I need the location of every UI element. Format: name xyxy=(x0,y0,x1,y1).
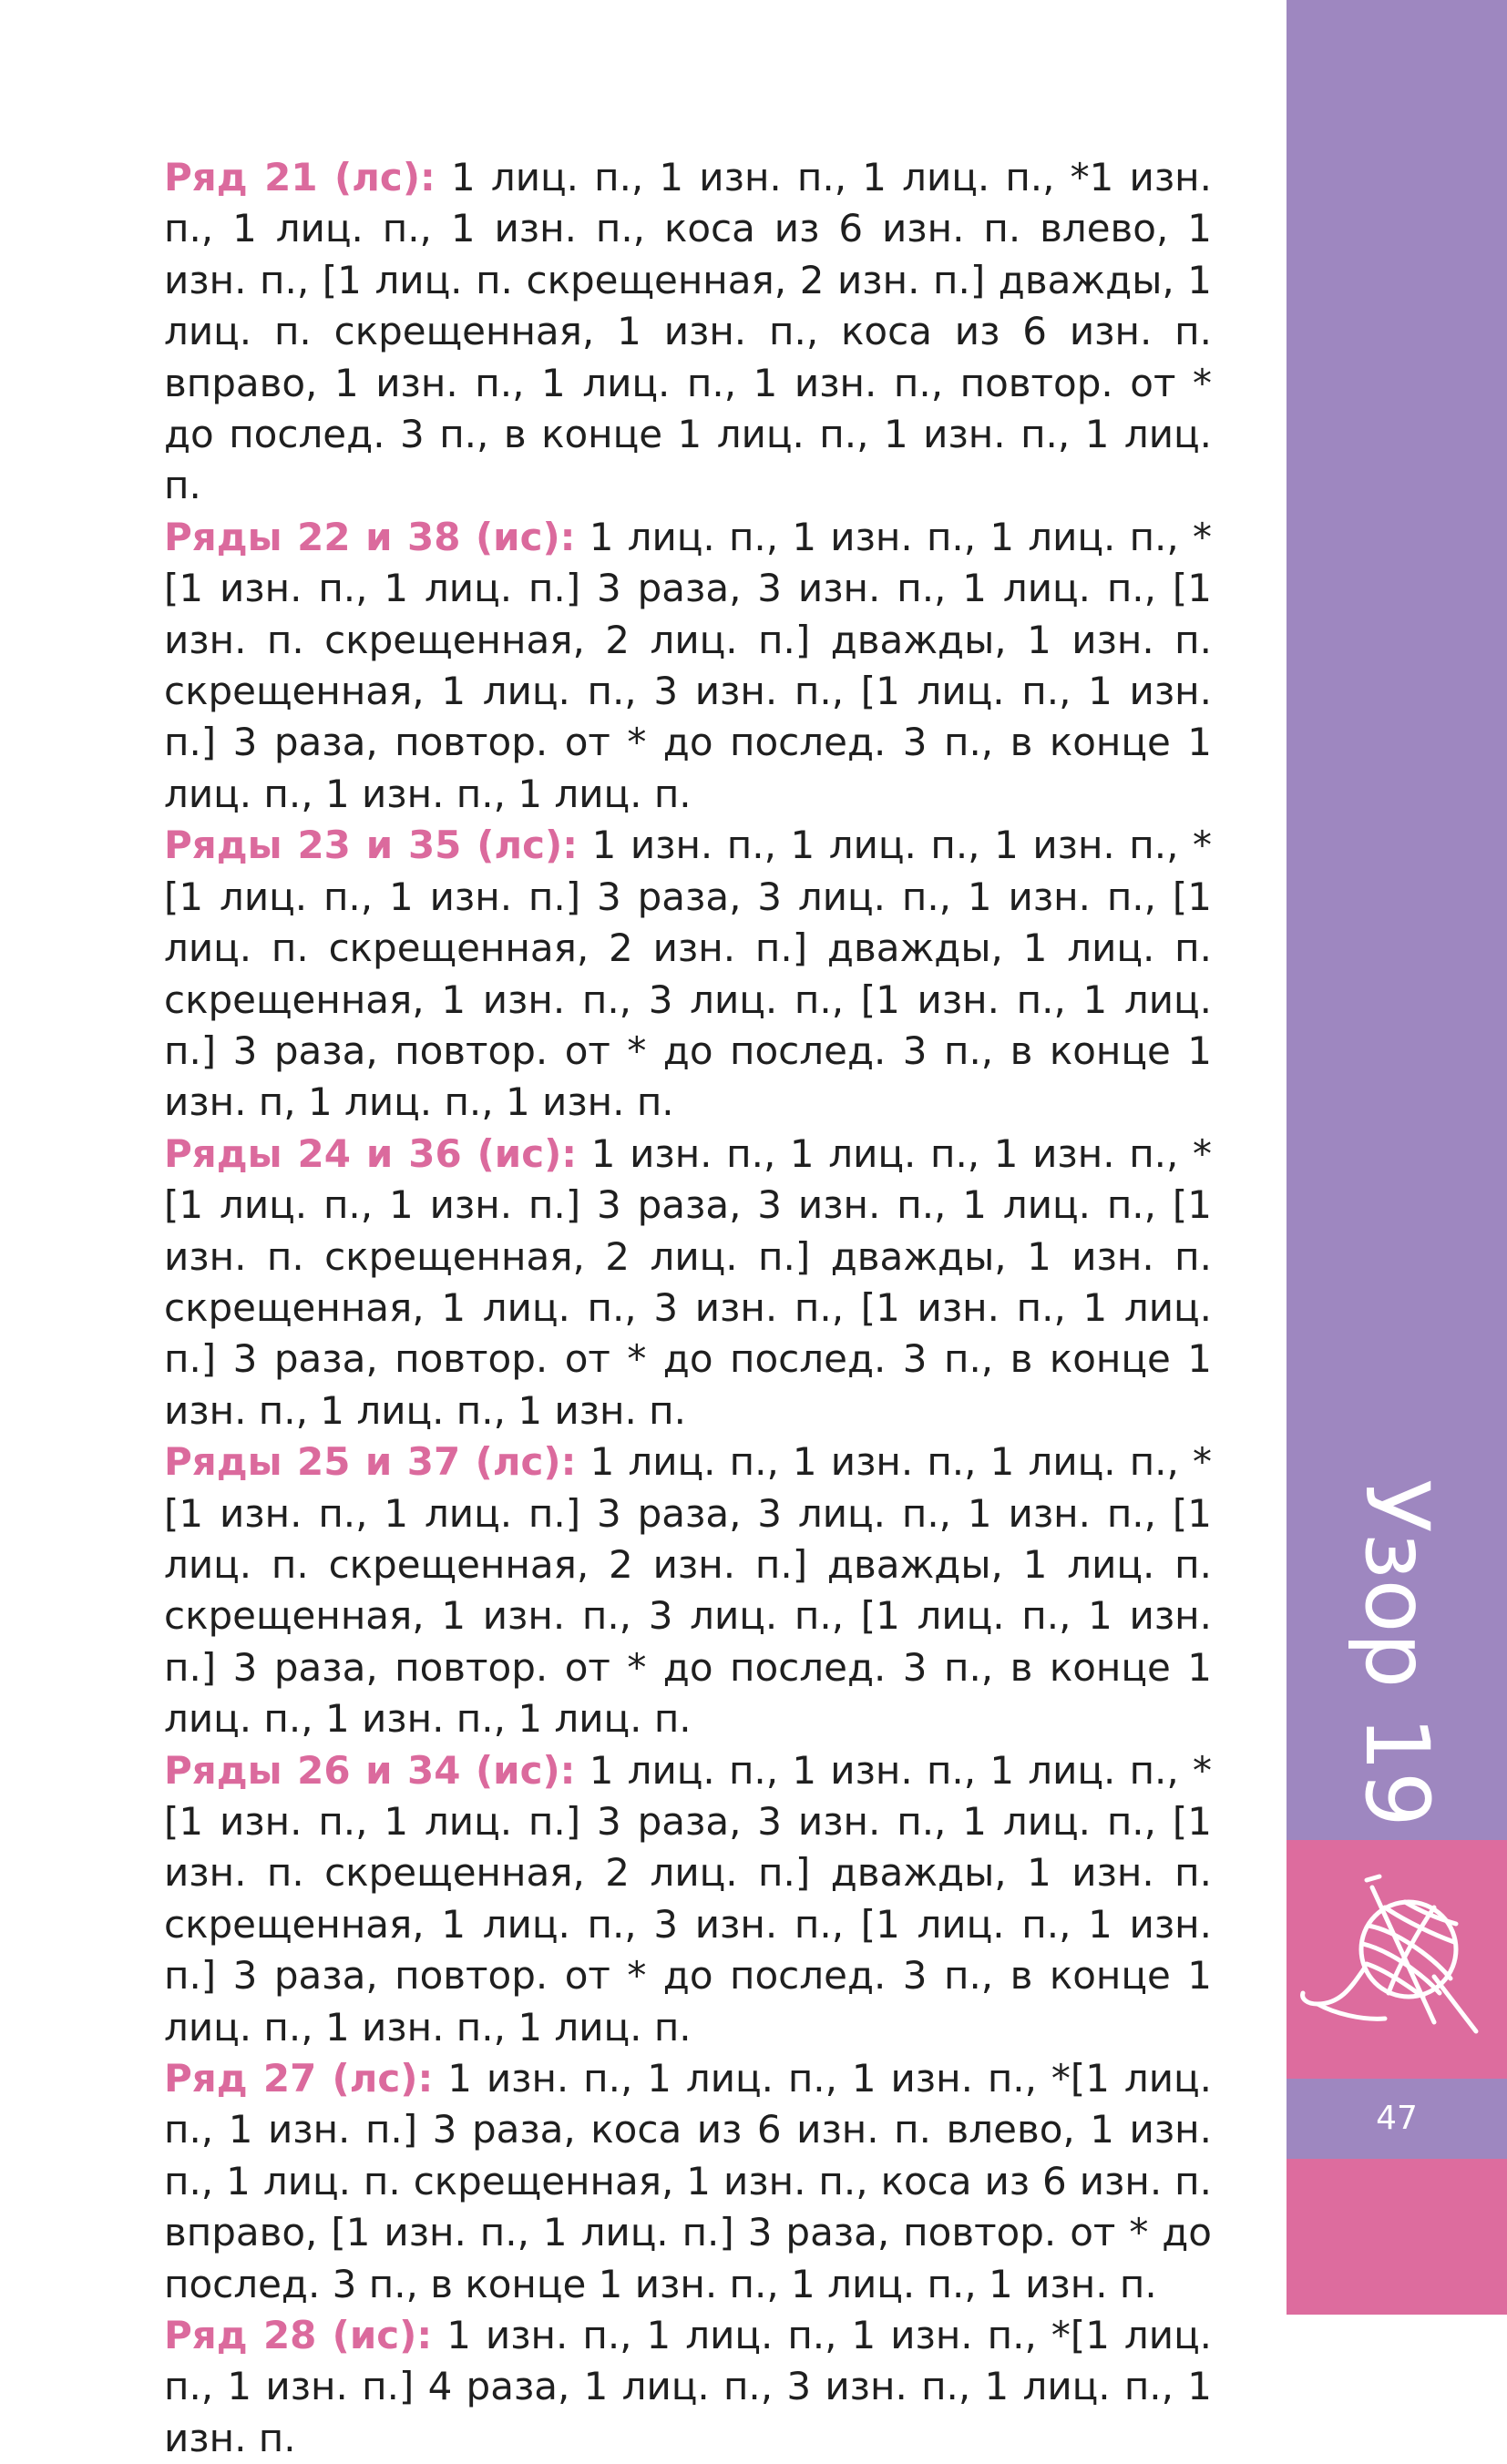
row-text: 1 изн. п., 1 лиц. п., 1 изн. п., *[1 лиц. п., 1 изн. п.] 3 раза, 3 лиц. п., 1 изн. п., [1 лиц. п. скрещенная, 2 изн. п.] дважды, 1 лиц. п. скрещенная, 1 изн. п., 3 лиц. п., [1 изн. п., 1 лиц. п.] 3 раза, повтор. от * до послед. 3 п., в конце 1 изн. п, 1 лиц. п., 1 изн. п. xyxy=(164,823,1212,1125)
row-text: 1 изн. п., 1 лиц. п., 1 изн. п., *[1 лиц. п., 1 изн. п.] 4 раза, 1 лиц. п., 3 изн. п., 1 лиц. п., 1 изн. п. xyxy=(164,2313,1213,2460)
row-label: Ряды 24 и 36 (ис): xyxy=(164,1130,578,1176)
rows-23-35-paragraph xyxy=(164,820,1212,1128)
row-label: Ряды 26 и 34 (ис): xyxy=(164,1747,576,1793)
row-label: Ряд 27 (лс): xyxy=(164,2056,434,2101)
row-label: Ряды 22 и 38 (ис): xyxy=(164,514,576,559)
row-label: Ряды 23 и 35 (лс): xyxy=(164,823,579,868)
rows-25-37-paragraph xyxy=(164,1436,1212,1744)
page-number: 47 xyxy=(1376,2100,1418,2137)
row-text: 1 изн. п., 1 лиц. п., 1 изн. п., *[1 лиц. п., 1 изн. п.] 3 раза, 3 изн. п., 1 лиц. п., [1 изн. п. скрещенная, 2 лиц. п.] дважды, 1 изн. п. скрещенная, 1 лиц. п., 3 изн. п., [1 изн. п., 1 лиц. п.] 3 раза, повтор. от * до послед. 3 п., в конце 1 изн. п., 1 лиц. п., 1 изн. п. xyxy=(164,1130,1212,1433)
row-21-paragraph xyxy=(164,152,1212,512)
row-label: Ряды 25 и 37 (лс): xyxy=(164,1439,577,1485)
pattern-instructions xyxy=(164,152,1212,2464)
row-text: 1 лиц. п., 1 изн. п., 1 лиц. п., *[1 изн. п., 1 лиц. п.] 3 раза, 3 изн. п., 1 лиц. п., [1 изн. п. скрещенная, 2 лиц. п.] дважды, 1 изн. п. скрещенная, 1 лиц. п., 3 изн. п., [1 лиц. п., 1 изн. п.] 3 раза, повтор. от * до послед. 3 п., в конце 1 лиц. п., 1 изн. п., 1 лиц. п. xyxy=(164,514,1212,816)
rows-22-38-paragraph xyxy=(164,512,1212,820)
row-label: Ряд 28 (ис): xyxy=(164,2313,433,2358)
rows-26-34-paragraph xyxy=(164,1745,1212,2053)
section-title: Узор 19 xyxy=(1346,1479,1448,1827)
row-27-paragraph xyxy=(164,2053,1212,2310)
row-label: Ряд 21 (лс): xyxy=(164,155,436,199)
row-text: 1 лиц. п., 1 изн. п., 1 лиц. п., *[1 изн. п., 1 лиц. п.] 3 раза, 3 изн. п., 1 лиц. п., [1 изн. п. скрещенная, 2 лиц. п.] дважды, 1 изн. п. скрещенная, 1 лиц. п., 3 изн. п., [1 лиц. п., 1 изн. п.] 3 раза, повтор. от * до послед. 3 п., в конце 1 лиц. п., 1 изн. п., 1 лиц. п. xyxy=(164,1747,1212,2050)
row-text: 1 изн. п., 1 лиц. п., 1 изн. п., *[1 лиц. п., 1 изн. п.] 3 раза, коса из 6 изн. п. влево, 1 изн. п., 1 лиц. п. скрещенная, 1 изн. п., коса из 6 изн. п. вправо, [1 изн. п., 1 лиц. п.] 3 раза, повтор. от * до послед. 3 п., в конце 1 изн. п., 1 лиц. п., 1 изн. п. xyxy=(164,2056,1212,2306)
rows-24-36-paragraph xyxy=(164,1129,1212,1436)
row-text: 1 лиц. п., 1 изн. п., 1 лиц. п., *1 изн. п., 1 лиц. п., 1 изн. п., коса из 6 изн. п. влево, 1 изн. п., [1 лиц. п. скрещенная, 2 изн. п.] дважды, 1 лиц. п. скрещенная, 1 изн. п., коса из 6 изн. п. вправо, 1 изн. п., 1 лиц. п., 1 изн. п., повтор. от * до послед. 3 п., в конце 1 лиц. п., 1 изн. п., 1 лиц. п. xyxy=(164,155,1212,508)
row-text: 1 лиц. п., 1 изн. п., 1 лиц. п., *[1 изн. п., 1 лиц. п.] 3 раза, 3 лиц. п., 1 изн. п., [1 лиц. п. скрещенная, 2 изн. п.] дважды, 1 лиц. п. скрещенная, 1 изн. п., 3 лиц. п., [1 лиц. п., 1 изн. п.] 3 раза, повтор. от * до послед. 3 п., в конце 1 лиц. п., 1 изн. п., 1 лиц. п. xyxy=(164,1439,1212,1742)
sidebar-bottom-band xyxy=(1287,2159,1507,2315)
sidebar xyxy=(1287,0,1507,2315)
yarn-ball-with-needles-icon xyxy=(1297,1867,1498,2050)
row-28-paragraph xyxy=(164,2310,1212,2464)
